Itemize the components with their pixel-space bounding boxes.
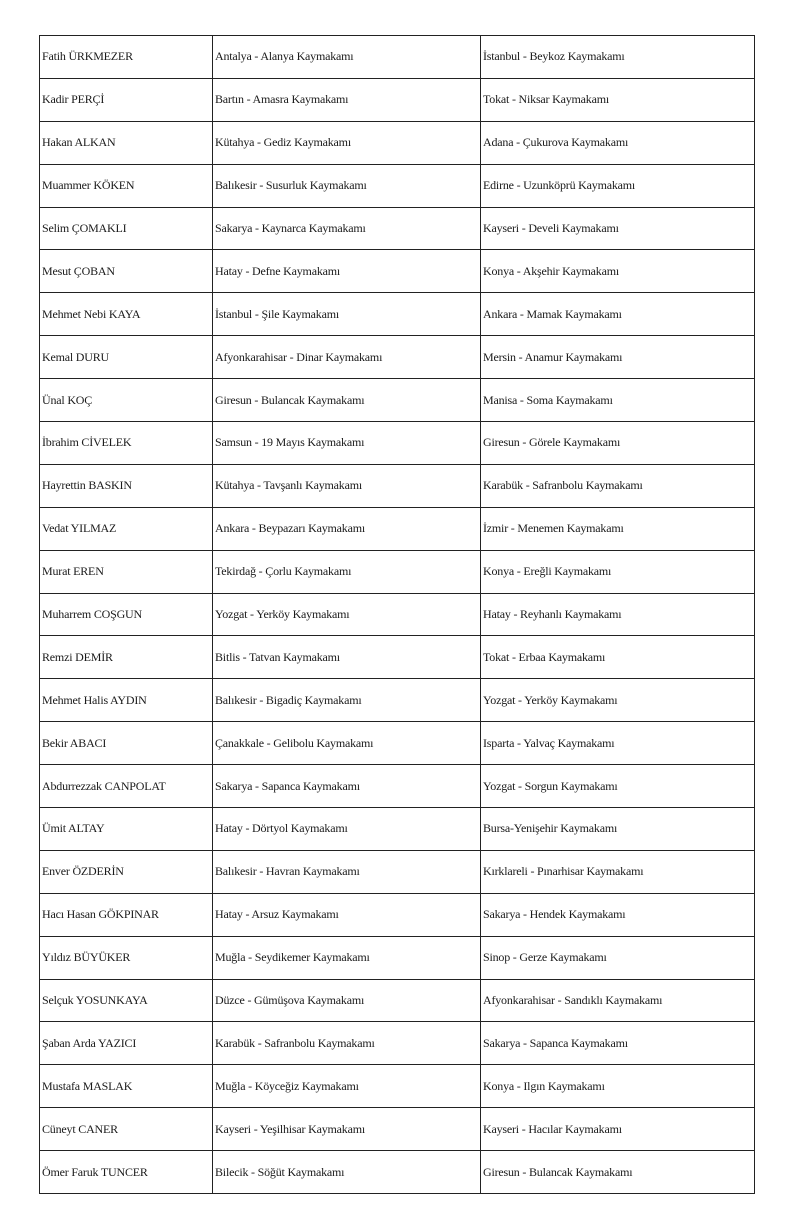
table-row xyxy=(40,850,755,893)
current-post-cell: Hatay - Defne Kaymakamı xyxy=(213,250,481,293)
appointment-table xyxy=(39,35,755,1194)
table-row xyxy=(40,1108,755,1151)
official-name-cell: Ünal KOÇ xyxy=(40,379,213,422)
table-row xyxy=(40,121,755,164)
current-post-cell: Hatay - Arsuz Kaymakamı xyxy=(213,893,481,936)
new-post-cell: Isparta - Yalvaç Kaymakamı xyxy=(481,722,755,765)
current-post-cell: Samsun - 19 Mayıs Kaymakamı xyxy=(213,422,481,465)
table-row xyxy=(40,78,755,121)
table-row xyxy=(40,936,755,979)
new-post-cell: Sakarya - Hendek Kaymakamı xyxy=(481,893,755,936)
current-post-cell: Çanakkale - Gelibolu Kaymakamı xyxy=(213,722,481,765)
official-name-cell: Kemal DURU xyxy=(40,336,213,379)
table-row xyxy=(40,808,755,851)
official-name-cell: Mehmet Halis AYDIN xyxy=(40,679,213,722)
official-name-cell: Yıldız BÜYÜKER xyxy=(40,936,213,979)
table-row xyxy=(40,250,755,293)
official-name-cell: Cüneyt CANER xyxy=(40,1108,213,1151)
table-row xyxy=(40,422,755,465)
table-row xyxy=(40,379,755,422)
official-name-cell: Ümit ALTAY xyxy=(40,808,213,851)
current-post-cell: Kütahya - Tavşanlı Kaymakamı xyxy=(213,464,481,507)
current-post-cell: Tekirdağ - Çorlu Kaymakamı xyxy=(213,550,481,593)
new-post-cell: Bursa-Yenişehir Kaymakamı xyxy=(481,808,755,851)
current-post-cell: Muğla - Köyceğiz Kaymakamı xyxy=(213,1065,481,1108)
new-post-cell: İzmir - Menemen Kaymakamı xyxy=(481,507,755,550)
new-post-cell: Hatay - Reyhanlı Kaymakamı xyxy=(481,593,755,636)
appointment-table-body xyxy=(40,36,755,1194)
official-name-cell: Hacı Hasan GÖKPINAR xyxy=(40,893,213,936)
current-post-cell: Bartın - Amasra Kaymakamı xyxy=(213,78,481,121)
table-row xyxy=(40,893,755,936)
table-row xyxy=(40,550,755,593)
official-name-cell: Bekir ABACI xyxy=(40,722,213,765)
current-post-cell: Muğla - Seydikemer Kaymakamı xyxy=(213,936,481,979)
table-row xyxy=(40,293,755,336)
new-post-cell: Konya - Ilgın Kaymakamı xyxy=(481,1065,755,1108)
new-post-cell: Yozgat - Yerköy Kaymakamı xyxy=(481,679,755,722)
new-post-cell: Sakarya - Sapanca Kaymakamı xyxy=(481,1022,755,1065)
official-name-cell: Mustafa MASLAK xyxy=(40,1065,213,1108)
new-post-cell: Karabük - Safranbolu Kaymakamı xyxy=(481,464,755,507)
table-row xyxy=(40,464,755,507)
table-row xyxy=(40,636,755,679)
new-post-cell: Mersin - Anamur Kaymakamı xyxy=(481,336,755,379)
table-row xyxy=(40,679,755,722)
official-name-cell: Ömer Faruk TUNCER xyxy=(40,1151,213,1194)
official-name-cell: Hayrettin BASKIN xyxy=(40,464,213,507)
current-post-cell: Karabük - Safranbolu Kaymakamı xyxy=(213,1022,481,1065)
official-name-cell: Kadir PERÇİ xyxy=(40,78,213,121)
current-post-cell: Kayseri - Yeşilhisar Kaymakamı xyxy=(213,1108,481,1151)
current-post-cell: Balıkesir - Havran Kaymakamı xyxy=(213,850,481,893)
official-name-cell: Mesut ÇOBAN xyxy=(40,250,213,293)
official-name-cell: Enver ÖZDERİN xyxy=(40,850,213,893)
new-post-cell: Konya - Ereğli Kaymakamı xyxy=(481,550,755,593)
official-name-cell: Abdurrezzak CANPOLAT xyxy=(40,765,213,808)
new-post-cell: Kayseri - Develi Kaymakamı xyxy=(481,207,755,250)
current-post-cell: Afyonkarahisar - Dinar Kaymakamı xyxy=(213,336,481,379)
new-post-cell: Manisa - Soma Kaymakamı xyxy=(481,379,755,422)
official-name-cell: Selçuk YOSUNKAYA xyxy=(40,979,213,1022)
new-post-cell: İstanbul - Beykoz Kaymakamı xyxy=(481,36,755,79)
current-post-cell: Düzce - Gümüşova Kaymakamı xyxy=(213,979,481,1022)
official-name-cell: Vedat YILMAZ xyxy=(40,507,213,550)
current-post-cell: Balıkesir - Bigadiç Kaymakamı xyxy=(213,679,481,722)
new-post-cell: Tokat - Erbaa Kaymakamı xyxy=(481,636,755,679)
table-row xyxy=(40,1065,755,1108)
new-post-cell: Konya - Akşehir Kaymakamı xyxy=(481,250,755,293)
official-name-cell: Mehmet Nebi KAYA xyxy=(40,293,213,336)
current-post-cell: Hatay - Dörtyol Kaymakamı xyxy=(213,808,481,851)
official-name-cell: Selim ÇOMAKLI xyxy=(40,207,213,250)
current-post-cell: İstanbul - Şile Kaymakamı xyxy=(213,293,481,336)
table-row xyxy=(40,1022,755,1065)
current-post-cell: Bilecik - Söğüt Kaymakamı xyxy=(213,1151,481,1194)
new-post-cell: Giresun - Görele Kaymakamı xyxy=(481,422,755,465)
official-name-cell: Hakan ALKAN xyxy=(40,121,213,164)
table-row xyxy=(40,1151,755,1194)
official-name-cell: Şaban Arda YAZICI xyxy=(40,1022,213,1065)
new-post-cell: Adana - Çukurova Kaymakamı xyxy=(481,121,755,164)
current-post-cell: Yozgat - Yerköy Kaymakamı xyxy=(213,593,481,636)
current-post-cell: Giresun - Bulancak Kaymakamı xyxy=(213,379,481,422)
new-post-cell: Tokat - Niksar Kaymakamı xyxy=(481,78,755,121)
table-row xyxy=(40,207,755,250)
table-row xyxy=(40,164,755,207)
current-post-cell: Bitlis - Tatvan Kaymakamı xyxy=(213,636,481,679)
new-post-cell: Sinop - Gerze Kaymakamı xyxy=(481,936,755,979)
current-post-cell: Ankara - Beypazarı Kaymakamı xyxy=(213,507,481,550)
table-row xyxy=(40,979,755,1022)
official-name-cell: Muharrem COŞGUN xyxy=(40,593,213,636)
official-name-cell: Muammer KÖKEN xyxy=(40,164,213,207)
table-row xyxy=(40,765,755,808)
new-post-cell: Edirne - Uzunköprü Kaymakamı xyxy=(481,164,755,207)
new-post-cell: Yozgat - Sorgun Kaymakamı xyxy=(481,765,755,808)
table-row xyxy=(40,336,755,379)
official-name-cell: Fatih ÜRKMEZER xyxy=(40,36,213,79)
table-row xyxy=(40,722,755,765)
official-name-cell: Murat EREN xyxy=(40,550,213,593)
new-post-cell: Ankara - Mamak Kaymakamı xyxy=(481,293,755,336)
current-post-cell: Sakarya - Kaynarca Kaymakamı xyxy=(213,207,481,250)
official-name-cell: Remzi DEMİR xyxy=(40,636,213,679)
table-row xyxy=(40,507,755,550)
new-post-cell: Kırklareli - Pınarhisar Kaymakamı xyxy=(481,850,755,893)
table-row xyxy=(40,36,755,79)
new-post-cell: Kayseri - Hacılar Kaymakamı xyxy=(481,1108,755,1151)
current-post-cell: Antalya - Alanya Kaymakamı xyxy=(213,36,481,79)
official-name-cell: İbrahim CİVELEK xyxy=(40,422,213,465)
current-post-cell: Sakarya - Sapanca Kaymakamı xyxy=(213,765,481,808)
current-post-cell: Balıkesir - Susurluk Kaymakamı xyxy=(213,164,481,207)
current-post-cell: Kütahya - Gediz Kaymakamı xyxy=(213,121,481,164)
table-row xyxy=(40,593,755,636)
new-post-cell: Giresun - Bulancak Kaymakamı xyxy=(481,1151,755,1194)
new-post-cell: Afyonkarahisar - Sandıklı Kaymakamı xyxy=(481,979,755,1022)
